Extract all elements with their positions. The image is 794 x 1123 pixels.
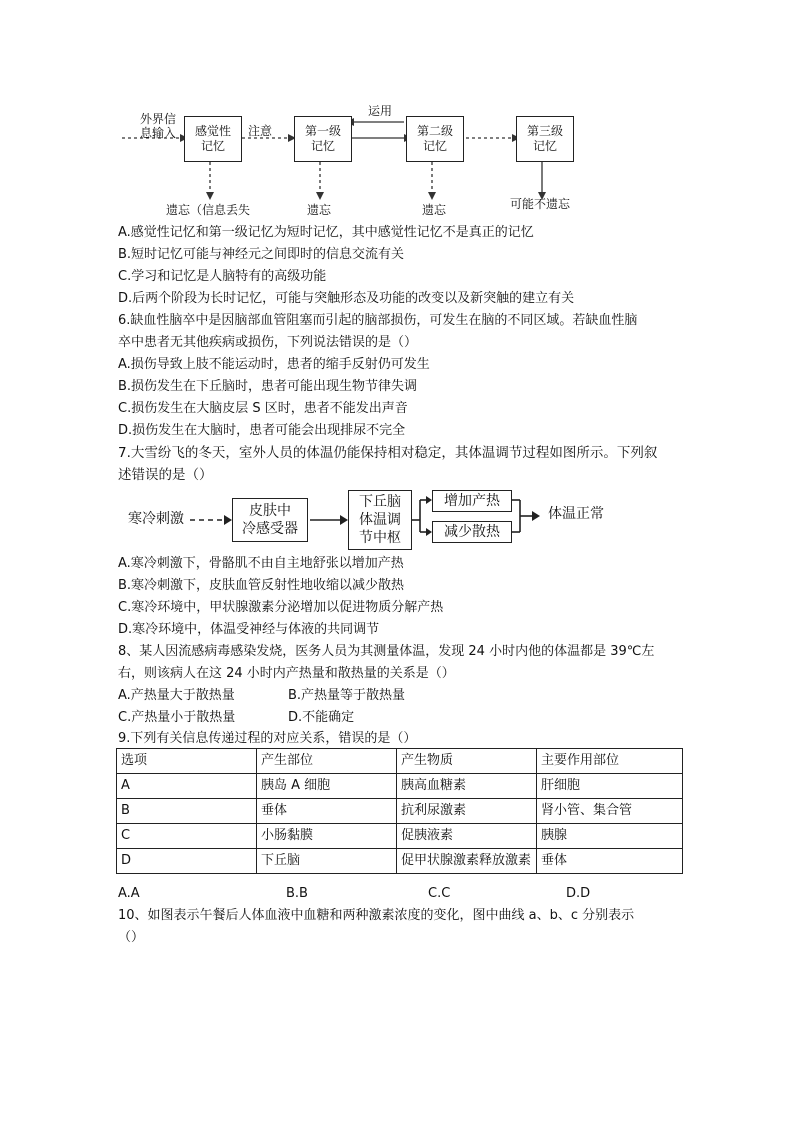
q10-stem: 10、如图表示午餐后人体血液中血糖和两种激素浓度的变化，图中曲线 a、b、c 分别表示 bbox=[118, 908, 635, 923]
sensory-memory-box bbox=[184, 116, 242, 162]
q5-option-b: B.短时记忆可能与神经元之间即时的信息交流有关 bbox=[118, 247, 405, 262]
increase-heat-box: 增加产热 bbox=[432, 490, 512, 512]
table-header-cell: 选项 bbox=[117, 749, 257, 774]
box-text: 体温调 bbox=[359, 512, 401, 528]
q7-stem: 述错误的是（） bbox=[118, 467, 213, 483]
second-level-memory-box bbox=[406, 116, 464, 162]
q8-option-a: A.产热量大于散热量 bbox=[118, 688, 235, 703]
q7-option-b: B.寒冷刺激下，皮肤血管反射性地收缩以减少散热 bbox=[118, 578, 405, 593]
table-row bbox=[117, 774, 683, 799]
box-text: 节中枢 bbox=[359, 530, 401, 546]
q10-stem: （） bbox=[118, 930, 145, 945]
table-cell: B bbox=[117, 799, 257, 824]
table-cell: 抗利尿激素 bbox=[397, 799, 537, 824]
cold-stimulus-label: 寒冷刺激 bbox=[128, 511, 184, 527]
table-row bbox=[117, 849, 683, 874]
table-cell: 胰高血糖素 bbox=[397, 774, 537, 799]
table-cell: 胰岛 A 细胞 bbox=[257, 774, 397, 799]
table-cell: 促甲状腺激素释放激素 bbox=[397, 849, 537, 874]
q5-option-d: D.后两个阶段为长时记忆，可能与突触形态及功能的改变以及新突触的建立有关 bbox=[118, 291, 575, 306]
box-text: 皮肤中 bbox=[249, 503, 291, 519]
cold-receptor-box bbox=[232, 498, 308, 542]
q9-option-c: C.C bbox=[428, 886, 451, 901]
box-text: 第三级 bbox=[526, 124, 563, 138]
table-header-cell: 主要作用部位 bbox=[537, 749, 683, 774]
decrease-heat-loss-box: 减少散热 bbox=[432, 521, 512, 543]
q6-option-c: C.损伤发生在大脑皮层 S 区时，患者不能发出声音 bbox=[118, 401, 408, 416]
table-cell: 垂体 bbox=[537, 849, 683, 874]
box-text: 记忆 bbox=[422, 139, 447, 153]
q6-stem: 卒中患者无其他疾病或损伤，下列说法错误的是（） bbox=[118, 335, 418, 350]
normal-temperature-label: 体温正常 bbox=[548, 506, 604, 522]
table-cell: 胰腺 bbox=[537, 824, 683, 849]
q9-option-b: B.B bbox=[286, 886, 308, 901]
no-forget-label: 可能不遗忘 bbox=[510, 197, 571, 211]
q8-stem: 8、某人因流感病毒感染发烧，医务人员为其测量体温，发现 24 小时内他的体温都是 39℃左 bbox=[118, 644, 655, 659]
q8-stem: 右，则该病人在这 24 小时内产热量和散热量的关系是（） bbox=[118, 666, 455, 681]
table-cell: 促胰液素 bbox=[397, 824, 537, 849]
q6-stem: 6.缺血性脑卒中是因脑部血管阻塞而引起的脑部损伤，可发生在脑的不同区域。若缺血性脑 bbox=[118, 313, 638, 328]
q5-option-c: C.学习和记忆是人脑特有的高级功能 bbox=[118, 269, 327, 284]
box-text: 记忆 bbox=[310, 139, 335, 153]
table-header-row bbox=[117, 749, 683, 774]
table-cell: C bbox=[117, 824, 257, 849]
forget-label: 遗忘 bbox=[422, 203, 447, 217]
table-cell: A bbox=[117, 774, 257, 799]
table-row bbox=[117, 824, 683, 849]
q7-option-d: D.寒冷环境中，体温受神经与体液的共同调节 bbox=[118, 622, 380, 637]
attention-label: 注意 bbox=[248, 124, 273, 138]
table-cell: 小肠黏膜 bbox=[257, 824, 397, 849]
box-text: 记忆 bbox=[200, 139, 225, 153]
forget-label: 遗忘（信息丢失 bbox=[166, 203, 251, 217]
table-row bbox=[117, 799, 683, 824]
box-text: 记忆 bbox=[532, 139, 557, 153]
table-cell: D bbox=[117, 849, 257, 874]
q8-option-b: B.产热量等于散热量 bbox=[288, 688, 406, 703]
table-cell: 肾小管、集合管 bbox=[537, 799, 683, 824]
third-level-memory-box bbox=[516, 116, 574, 162]
q7-option-c: C.寒冷环境中，甲状腺激素分泌增加以促进物质分解产热 bbox=[118, 600, 444, 615]
box-text: 下丘脑 bbox=[359, 494, 401, 510]
table-cell: 垂体 bbox=[257, 799, 397, 824]
box-text: 第一级 bbox=[304, 124, 341, 138]
input-label-line1: 外界信 bbox=[140, 112, 177, 126]
box-text: 感觉性 bbox=[194, 124, 231, 138]
q5-option-a: A.感觉性记忆和第一级记忆为短时记忆，其中感觉性记忆不是真正的记忆 bbox=[118, 225, 534, 240]
q9-stem: 9.下列有关信息传递过程的对应关系，错误的是（） bbox=[118, 731, 417, 746]
q7-stem: 7.大雪纷飞的冬天，室外人员的体温仍能保持相对稳定，其体温调节过程如图所示。下列叙 bbox=[118, 445, 658, 461]
q7-option-a: A.寒冷刺激下，骨骼肌不由自主地舒张以增加产热 bbox=[118, 556, 404, 571]
table-header-cell: 产生部位 bbox=[257, 749, 397, 774]
hypothalamus-center-box bbox=[348, 490, 412, 550]
box-text: 冷感受器 bbox=[242, 521, 298, 537]
q9-option-a: A.A bbox=[118, 886, 140, 901]
q6-option-a: A.损伤导致上肢不能运动时，患者的缩手反射仍可发生 bbox=[118, 357, 430, 372]
q8-option-d: D.不能确定 bbox=[288, 710, 355, 725]
q6-option-b: B.损伤发生在下丘脑时，患者可能出现生物节律失调 bbox=[118, 379, 418, 394]
recall-label: 运用 bbox=[368, 104, 393, 118]
first-level-memory-box bbox=[294, 116, 352, 162]
q8-option-c: C.产热量小于散热量 bbox=[118, 710, 236, 725]
table-cell: 肝细胞 bbox=[537, 774, 683, 799]
forget-label: 遗忘 bbox=[307, 203, 332, 217]
q6-option-d: D.损伤发生在大脑时，患者可能会出现排尿不完全 bbox=[118, 423, 406, 438]
q9-table bbox=[116, 748, 683, 874]
box-text: 第二级 bbox=[416, 124, 453, 138]
table-header-cell: 产生物质 bbox=[397, 749, 537, 774]
q9-option-d: D.D bbox=[566, 886, 591, 901]
input-label-line2: 息输入 bbox=[140, 126, 177, 140]
table-cell: 下丘脑 bbox=[257, 849, 397, 874]
